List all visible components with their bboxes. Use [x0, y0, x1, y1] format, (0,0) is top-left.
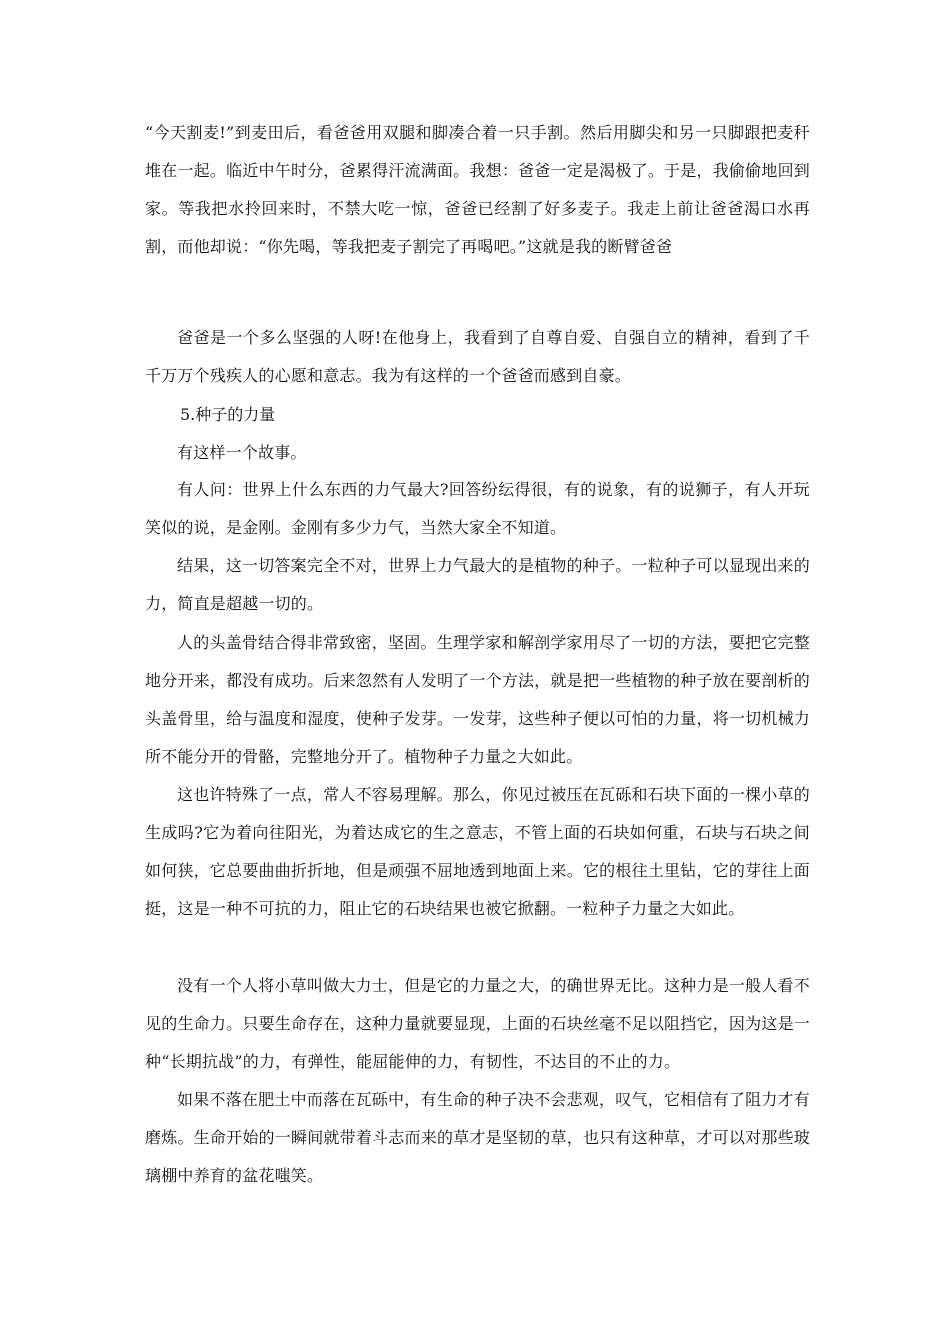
paragraph-grass: 这也许特殊了一点，常人不容易理解。那么，你见过被压在瓦砾和石块下面的一棵小草的生成吗?它为着向往阳光，为着达成它的生之意志，不管上面的石块如何重，石块与石块之间如何狭，它总要曲曲折折地，但是顽强不屈地透到地面上来。它的根往土里钻，它的芽往上面挺，这是一种不可抗的力，阻止它的石块结果也被它掀翻。一粒种子力量之大如此。 — [145, 785, 810, 918]
paragraph-life-force: 没有一个人将小草叫做大力士，但是它的力量之大，的确世界无比。这种力是一般人看不见的生命力。只要生命存在，这种力量就要显现，上面的石块丝毫不足以阻挡它，因为这是一种“长期抗战”的力，有弹性，能屈能伸的力，有韧性，不达目的不止的力。 — [145, 976, 810, 1071]
paragraph-resilience: 如果不落在肥土中而落在瓦砾中，有生命的种子决不会悲观，叹气，它相信有了阻力才有磨炼。生命开始的一瞬间就带着斗志而来的草才是坚韧的草，也只有这种草，才可以对那些玻璃棚中养育的盆花嗤笑。 — [145, 1090, 810, 1185]
paragraph-seed-power: 结果，这一切答案完全不对，世界上力气最大的是植物的种子。一粒种子可以显现出来的力，简直是超越一切的。 — [145, 556, 810, 613]
paragraph-strongest-thing: 有人问：世界上什么东西的力气最大?回答纷纭得很，有的说象，有的说狮子，有人开玩笑似的说，是金刚。金刚有多少力气，当然大家全不知道。 — [145, 480, 810, 537]
section-heading: 5.种子的力量 — [180, 405, 276, 424]
paragraph-story-intro: 有这样一个故事。 — [177, 443, 307, 462]
paragraph-wheat-harvest: “今天割麦!”到麦田后，看爸爸用双腿和脚凑合着一只手割。然后用脚尖和另一只脚跟把麦秆堆在一起。临近中午时分，爸累得汗流满面。我想：爸爸一定是渴极了。于是，我偷偷地回到家。等我把水拎回来时，不禁大吃一惊，爸爸已经割了好多麦子。我走上前让爸爸渴口水再割，而他却说：“你先喝，等我把麦子割完了再喝吧。”这就是我的断臂爸爸 — [145, 123, 810, 256]
paragraph-strong-father: 爸爸是一个多么坚强的人呀!在他身上，我看到了自尊自爱、自强自立的精神，看到了千千万万个残疾人的心愿和意志。我为有这样的一个爸爸而感到自豪。 — [145, 328, 810, 385]
paragraph-skull: 人的头盖骨结合得非常致密，坚固。生理学家和解剖学家用尽了一切的方法，要把它完整地分开来，都没有成功。后来忽然有人发明了一个方法，就是把一些植物的种子放在要剖析的头盖骨里，给与温度和湿度，使种子发芽。一发芽，这些种子便以可怕的力量，将一切机械力所不能分开的骨骼，完整地分开了。植物种子力量之大如此。 — [145, 633, 810, 766]
